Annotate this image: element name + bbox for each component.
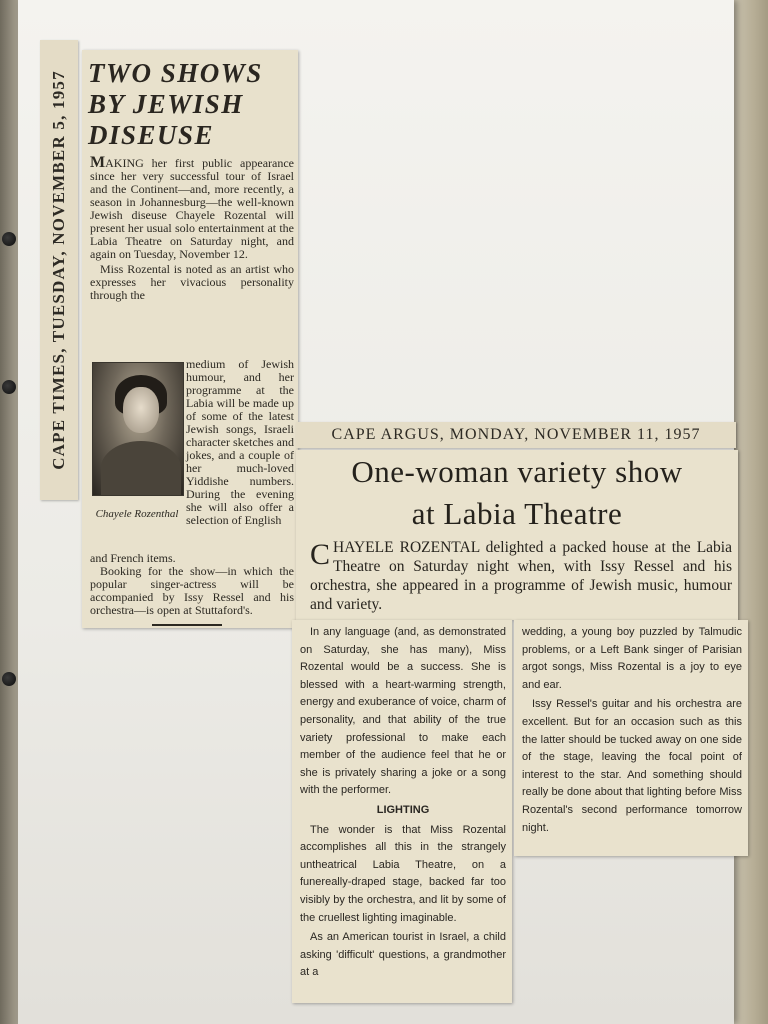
cape-times-tail (90, 552, 294, 617)
intro-paragraph (90, 156, 294, 261)
photo-caption: Chayele Rozenthal (95, 508, 179, 520)
cape-times-dateline: CAPE TIMES, TUESDAY, NOVEMBER 5, 1957 (49, 70, 68, 470)
paragraph-tail: and French items. (90, 551, 176, 565)
cape-times-clipping (82, 50, 298, 628)
drop-cap: M (90, 154, 106, 171)
scrapbook-page-edge (734, 0, 768, 1024)
headline-line: BY JEWISH (88, 89, 244, 119)
cape-argus-right-column (514, 620, 748, 856)
headline-line: DISEUSE (88, 120, 215, 150)
binder-ring (2, 380, 16, 394)
cape-times-dateline-strip (40, 40, 78, 500)
portrait-photo (92, 362, 184, 496)
column-paragraph: In any language (and, as demonstrated on Saturday, she has many), Miss Rozental would be a success. She is blessed with a heart-warming strength, energy and exuberance of voice, charm of personality, and that ability of the true variety professional to make each member of the audience feel that he or she is privately sharing a joke or a song with the performer. (300, 626, 506, 797)
cape-argus-header (296, 450, 738, 620)
drop-cap: C (310, 538, 331, 571)
headline-line: TWO SHOWS (88, 58, 263, 88)
column-paragraph: wedding, a young boy puzzled by Talmudic problems, or a Left Bank singer of Parisian argot songs, Miss Rozental is a joy to eye and ear. (522, 626, 742, 691)
cape-times-headline (88, 58, 294, 151)
column-paragraph: The wonder is that Miss Rozental accomplishes all this in the strangely untheatrical Labia Theatre, on a funereally-draped stage, backed far too visibly by the orchestra, and lit by some of the cruellest lighting imaginable. (300, 823, 506, 924)
cape-argus-headline: One-woman variety show (351, 454, 683, 489)
intro-text: AKING her first public appearance since her very successful tour of Israel and the Continent—and, more recently, a season in Johannesburg—the well-known Jewish diseuse Chayele Rozental will present her usual solo entertainment at the Labia Theatre on Saturday night, and again on Tuesday, November 12. (90, 156, 294, 261)
column-paragraph: Issy Ressel's guitar and his orchestra are excellent. But for an occasion such as this the latter should be tucked away on one side of the stage, leaving the focal point of interest to the star. And something should really be done about that lighting before Miss Rozental's second performance tomorrow night. (522, 698, 742, 834)
cape-times-body (90, 156, 294, 304)
section-subhead: LIGHTING (376, 803, 430, 816)
binder-ring (2, 232, 16, 246)
paragraph-top: Miss Rozental is noted as an artist who expresses her vivacious personality through the (90, 262, 294, 302)
lead-paragraph (310, 538, 732, 614)
cape-argus-left-column (292, 620, 512, 1003)
booking-paragraph: Booking for the show—in which the popular singer-actress will be accompanied by Issy Ressel and his orchestra—is open at Stuttaford's. (90, 564, 294, 617)
end-rule (152, 624, 222, 626)
cape-argus-headline-line-2: at Labia Theatre (411, 496, 623, 531)
binder-ring (2, 672, 16, 686)
column-paragraph: As an American tourist in Israel, a child asking 'difficult' questions, a grandmother at a (300, 931, 506, 979)
cape-argus-dateline: CAPE ARGUS, MONDAY, NOVEMBER 11, 1957 (296, 422, 736, 448)
lead-text: HAYELE ROZENTAL delighted a packed house at the Labia Theatre on Saturday night when, with Issy Ressel and his orchestra, she appeared in a programme of Jewish music, humour and variety. (310, 539, 732, 613)
wrapped-column-text: medium of Jewish humour, and her programme at the Labia will be made up of some of the latest Jewish songs, Israeli character sketches and jokes, and a couple of her much-loved Yiddishe numbers. During the evening she will also offer a selection of English (186, 357, 294, 527)
